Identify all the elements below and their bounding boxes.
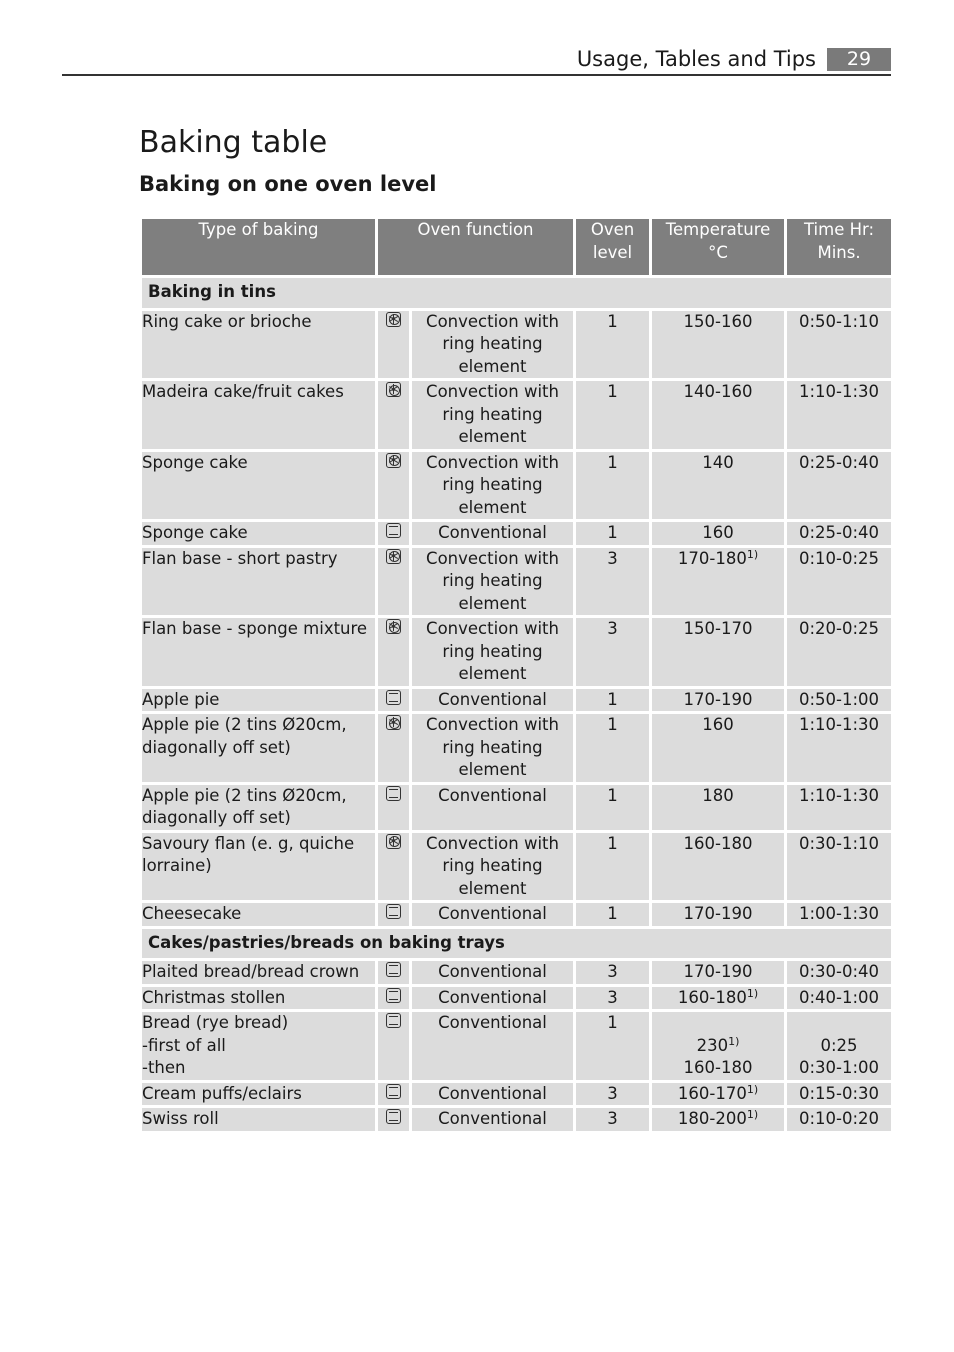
time-cell: 1:10-1:30 <box>786 783 893 831</box>
section-heading: Cakes/pastries/breads on baking trays <box>141 927 893 960</box>
time-cell: 0:25 0:30-1:00 <box>786 1011 893 1082</box>
baking-type-cell: Savoury flan (e. g, quiche lorraine) <box>141 831 377 902</box>
temperature-value: 150-160 <box>683 311 753 331</box>
header-rule <box>62 74 891 76</box>
running-header-title: Usage, Tables and Tips <box>576 47 816 71</box>
oven-function-cell: Convection with ring heating element <box>411 713 575 784</box>
oven-function-icon-cell <box>377 450 411 521</box>
table-row <box>141 521 893 547</box>
temperature-cell <box>651 783 786 831</box>
temperature-value: 160-180 <box>683 833 753 853</box>
oven-function-icon-cell <box>377 1107 411 1133</box>
oven-level-cell: 1 <box>575 450 651 521</box>
oven-level-cell: 3 <box>575 1107 651 1133</box>
baking-type-cell: Cream puffs/eclairs <box>141 1081 377 1107</box>
oven-level-cell: 1 <box>575 783 651 831</box>
temperature-cell <box>651 902 786 928</box>
time-cell: 0:30-0:40 <box>786 960 893 986</box>
conventional-icon <box>386 1084 401 1099</box>
baking-type-cell: Flan base - short pastry <box>141 546 377 617</box>
time-cell: 0:50-1:10 <box>786 309 893 380</box>
oven-function-cell: Conventional <box>411 783 575 831</box>
time-cell: 1:00-1:30 <box>786 902 893 928</box>
conventional-icon <box>386 988 401 1003</box>
temperature-value: 170-190 <box>683 689 753 709</box>
baking-type-cell: Ring cake or brioche <box>141 309 377 380</box>
oven-function-icon-cell <box>377 546 411 617</box>
oven-level-cell: 1 <box>575 309 651 380</box>
baking-table <box>139 216 894 1134</box>
oven-function-icon-cell <box>377 960 411 986</box>
conventional-icon <box>386 1109 401 1124</box>
oven-function-icon-cell <box>377 902 411 928</box>
conventional-icon <box>386 962 401 977</box>
time-cell: 0:30-1:10 <box>786 831 893 902</box>
temperature-cell <box>651 521 786 547</box>
table-row <box>141 450 893 521</box>
time-cell: 0:40-1:00 <box>786 985 893 1011</box>
oven-level-cell: 1 <box>575 1011 651 1082</box>
table-row <box>141 380 893 451</box>
time-cell: 1:10-1:30 <box>786 713 893 784</box>
time-cell: 0:50-1:00 <box>786 687 893 713</box>
temperature-cell <box>651 380 786 451</box>
temperature-cell <box>651 985 786 1011</box>
conventional-icon <box>386 690 401 705</box>
oven-function-cell: Convection with ring heating element <box>411 450 575 521</box>
temperature-cell <box>651 1081 786 1107</box>
oven-level-cell: 1 <box>575 831 651 902</box>
time-cell: 0:25-0:40 <box>786 450 893 521</box>
baking-type-cell: Madeira cake/fruit cakes <box>141 380 377 451</box>
temperature-cell <box>651 1011 786 1082</box>
oven-function-cell: Conventional <box>411 687 575 713</box>
fan-ring-icon <box>386 453 401 468</box>
fan-ring-icon <box>386 619 401 634</box>
time-cell: 0:15-0:30 <box>786 1081 893 1107</box>
oven-function-icon-cell <box>377 380 411 451</box>
baking-type-cell: Apple pie (2 tins Ø20cm, diagonally off set) <box>141 713 377 784</box>
oven-level-cell: 1 <box>575 713 651 784</box>
conventional-icon <box>386 786 401 801</box>
table-row <box>141 1081 893 1107</box>
table-body <box>141 277 893 1133</box>
temperature-cell <box>651 309 786 380</box>
table-header-row <box>141 218 893 277</box>
footnote-marker: 1) <box>746 1108 759 1121</box>
column-header-function: Oven function <box>377 218 575 277</box>
section-heading: Baking in tins <box>141 277 893 310</box>
table-row <box>141 1107 893 1133</box>
fan-ring-icon <box>386 549 401 564</box>
page-title: Baking table <box>139 125 328 160</box>
section-heading-row <box>141 277 893 310</box>
table-row <box>141 687 893 713</box>
footnote-marker: 1) <box>728 1034 740 1048</box>
oven-function-cell: Conventional <box>411 960 575 986</box>
table-row <box>141 831 893 902</box>
fan-ring-icon <box>386 715 401 730</box>
temperature-cell <box>651 450 786 521</box>
oven-level-cell: 3 <box>575 617 651 688</box>
oven-function-cell: Conventional <box>411 521 575 547</box>
table-row <box>141 902 893 928</box>
oven-function-cell: Convection with ring heating element <box>411 380 575 451</box>
conventional-icon <box>386 523 401 538</box>
oven-function-icon-cell <box>377 617 411 688</box>
oven-function-cell: Conventional <box>411 1081 575 1107</box>
oven-function-icon-cell <box>377 1081 411 1107</box>
oven-level-cell: 1 <box>575 902 651 928</box>
oven-function-icon-cell <box>377 713 411 784</box>
temperature-value-second: 160-180 <box>683 1058 753 1077</box>
temperature-cell <box>651 687 786 713</box>
table-row <box>141 985 893 1011</box>
baking-type-cell: Swiss roll <box>141 1107 377 1133</box>
oven-level-cell: 3 <box>575 985 651 1011</box>
temperature-value: 160-180 <box>677 987 747 1007</box>
column-header-temperature: Temperature °C <box>651 218 786 277</box>
fan-ring-icon <box>386 834 401 849</box>
time-cell: 0:25-0:40 <box>786 521 893 547</box>
baking-type-cell: Plaited bread/bread crown <box>141 960 377 986</box>
fan-ring-icon <box>386 382 401 397</box>
column-header-level: Oven level <box>575 218 651 277</box>
baking-type-cell: Bread (rye bread) -first of all -then <box>141 1011 377 1082</box>
table-row <box>141 617 893 688</box>
oven-function-cell: Conventional <box>411 1107 575 1133</box>
oven-function-icon-cell <box>377 1011 411 1082</box>
oven-function-icon-cell <box>377 831 411 902</box>
oven-function-icon-cell <box>377 985 411 1011</box>
conventional-icon <box>386 1013 401 1028</box>
baking-type-cell: Apple pie <box>141 687 377 713</box>
column-header-type: Type of baking <box>141 218 377 277</box>
time-cell: 1:10-1:30 <box>786 380 893 451</box>
temperature-value: 180-200 <box>677 1109 747 1128</box>
table-row <box>141 1011 893 1082</box>
oven-function-cell: Convection with ring heating element <box>411 546 575 617</box>
baking-type-cell: Sponge cake <box>141 450 377 521</box>
section-subtitle: Baking on one oven level <box>139 172 437 196</box>
oven-level-cell: 1 <box>575 380 651 451</box>
baking-type-cell: Apple pie (2 tins Ø20cm, diagonally off set) <box>141 783 377 831</box>
oven-function-cell: Conventional <box>411 985 575 1011</box>
page-number: 29 <box>827 48 891 71</box>
oven-level-cell: 3 <box>575 960 651 986</box>
oven-function-cell: Convection with ring heating element <box>411 831 575 902</box>
temperature-cell <box>651 546 786 617</box>
baking-type-cell: Sponge cake <box>141 521 377 547</box>
time-cell: 0:10-0:20 <box>786 1107 893 1133</box>
temperature-value: 140 <box>702 452 734 472</box>
conventional-icon <box>386 904 401 919</box>
oven-level-cell: 1 <box>575 521 651 547</box>
time-cell: 0:20-0:25 <box>786 617 893 688</box>
temperature-cell <box>651 960 786 986</box>
temperature-value: 230 <box>696 1035 729 1055</box>
temperature-cell <box>651 713 786 784</box>
footnote-marker: 1) <box>746 547 759 561</box>
table-row <box>141 546 893 617</box>
temperature-value: 140-160 <box>683 382 753 401</box>
oven-function-cell: Convection with ring heating element <box>411 309 575 380</box>
oven-function-cell: Conventional <box>411 1011 575 1082</box>
oven-level-cell: 1 <box>575 687 651 713</box>
temperature-cell <box>651 1107 786 1133</box>
oven-level-cell: 3 <box>575 546 651 617</box>
table-row <box>141 309 893 380</box>
temperature-value: 160 <box>702 523 734 542</box>
oven-function-icon-cell <box>377 687 411 713</box>
oven-function-cell: Convection with ring heating element <box>411 617 575 688</box>
table-row <box>141 960 893 986</box>
temperature-value: 160-170 <box>677 1083 747 1103</box>
temperature-value: 170-180 <box>677 548 747 568</box>
temperature-value: 160 <box>702 715 734 734</box>
oven-level-cell: 3 <box>575 1081 651 1107</box>
oven-function-cell: Conventional <box>411 902 575 928</box>
footnote-marker: 1) <box>746 986 759 1000</box>
baking-type-cell: Flan base - sponge mixture <box>141 617 377 688</box>
table-row <box>141 713 893 784</box>
baking-type-cell: Cheesecake <box>141 902 377 928</box>
oven-function-icon-cell <box>377 309 411 380</box>
fan-ring-icon <box>386 312 401 327</box>
baking-type-cell: Christmas stollen <box>141 985 377 1011</box>
time-cell: 0:10-0:25 <box>786 546 893 617</box>
column-header-time: Time Hr: Mins. <box>786 218 893 277</box>
temperature-value: 150-170 <box>683 619 753 638</box>
oven-function-icon-cell <box>377 783 411 831</box>
section-heading-row <box>141 927 893 960</box>
temperature-value: 180 <box>702 785 734 805</box>
temperature-value: 170-190 <box>683 904 753 923</box>
temperature-cell <box>651 617 786 688</box>
temperature-cell <box>651 831 786 902</box>
temperature-value: 170-190 <box>683 962 753 981</box>
oven-function-icon-cell <box>377 521 411 547</box>
footnote-marker: 1) <box>746 1082 759 1096</box>
table-row <box>141 783 893 831</box>
